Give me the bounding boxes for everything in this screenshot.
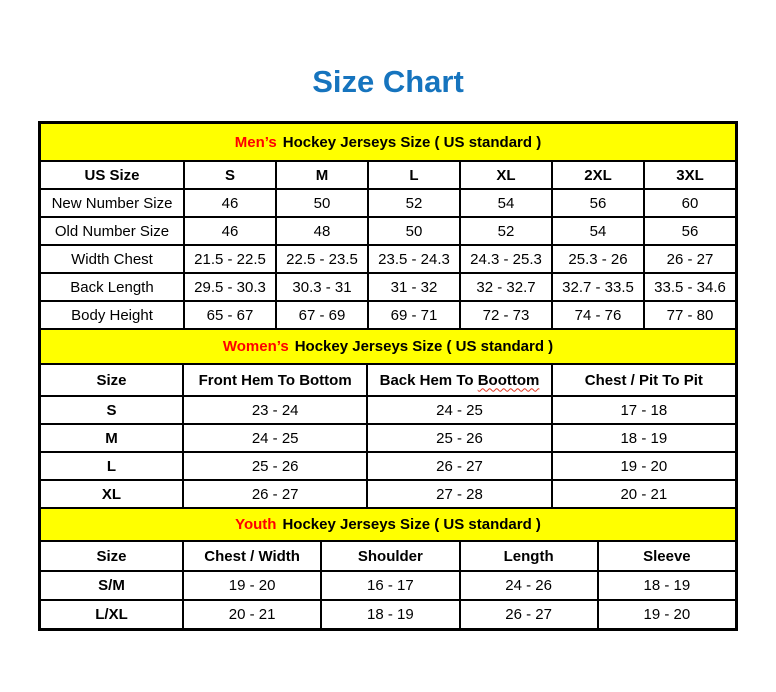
cell-value: 22.5 - 23.5 [276,245,368,273]
column-header: 3XL [644,161,736,189]
cell-value: 21.5 - 22.5 [184,245,276,273]
cell-value: 30.3 - 31 [276,273,368,301]
mens-section-title-text: Hockey Jerseys Size ( US standard ) [282,133,542,151]
cell-value: 18 - 19 [598,571,736,600]
cell-value: 25 - 26 [183,452,367,480]
cell-value: 29.5 - 30.3 [184,273,276,301]
column-header [367,364,551,396]
cell-value: 19 - 20 [183,571,321,600]
cell-value: 74 - 76 [552,301,644,329]
row-label: New Number Size [40,189,184,217]
youth-size-table [39,509,737,630]
size-chart-container [38,121,738,631]
row-label: L [40,452,183,480]
cell-value: 20 - 21 [183,600,321,629]
cell-value: 24 - 26 [460,571,598,600]
cell-value: 50 [276,189,368,217]
row-label: L/XL [40,600,183,629]
table-row [40,600,736,629]
cell-value: 20 - 21 [552,480,736,508]
cell-value: 24 - 25 [183,424,367,452]
column-header: Length [460,541,598,571]
column-header: 2XL [552,161,644,189]
cell-value: 24.3 - 25.3 [460,245,552,273]
cell-value: 48 [276,217,368,245]
cell-value: 26 - 27 [644,245,736,273]
row-label: Old Number Size [40,217,184,245]
cell-value: 52 [368,189,460,217]
table-row [40,245,736,273]
column-header: Sleeve [598,541,736,571]
cell-value: 17 - 18 [552,396,736,424]
cell-value: 46 [184,217,276,245]
youth-section-band-row [40,509,736,541]
cell-value: 26 - 27 [367,452,551,480]
womens-section-title-text: Hockey Jerseys Size ( US standard ) [294,338,554,355]
cell-value: 54 [460,189,552,217]
table-row [40,273,736,301]
cell-value: 26 - 27 [460,600,598,629]
cell-value: 54 [552,217,644,245]
column-header: M [276,161,368,189]
youth-section-header [40,509,736,541]
page-title: Size Chart [312,64,464,99]
row-label: Body Height [40,301,184,329]
mens-section-highlight: Men’s [234,133,277,151]
column-header: XL [460,161,552,189]
column-header-text: Back Hem To [379,371,478,389]
table-row [40,452,736,480]
cell-value: 60 [644,189,736,217]
womens-section-header [40,330,736,364]
womens-section-band-row [40,330,736,364]
table-row [40,480,736,508]
youth-column-header-row [40,541,736,571]
cell-value: 32.7 - 33.5 [552,273,644,301]
column-header: Size [40,541,183,571]
womens-size-table [39,330,737,509]
column-header: L [368,161,460,189]
mens-section-band-row [40,123,736,161]
mens-size-table [39,122,737,330]
cell-value: 19 - 20 [598,600,736,629]
cell-value: 77 - 80 [644,301,736,329]
cell-value: 50 [368,217,460,245]
cell-value: 33.5 - 34.6 [644,273,736,301]
row-label: XL [40,480,183,508]
cell-value: 56 [644,217,736,245]
cell-value: 25.3 - 26 [552,245,644,273]
row-label: M [40,424,183,452]
row-label: S [40,396,183,424]
cell-value: 24 - 25 [367,396,551,424]
cell-value: 25 - 26 [367,424,551,452]
table-row [40,301,736,329]
row-label: Width Chest [40,245,184,273]
column-header: S [184,161,276,189]
cell-value: 23 - 24 [183,396,367,424]
youth-section-title-text: Hockey Jerseys Size ( US standard ) [282,516,541,533]
misspelled-word: Boottom [477,371,540,389]
cell-value: 72 - 73 [460,301,552,329]
cell-value: 65 - 67 [184,301,276,329]
column-header: Front Hem To Bottom [183,364,367,396]
table-row [40,424,736,452]
column-header: Chest / Width [183,541,321,571]
table-row [40,217,736,245]
row-label: S/M [40,571,183,600]
row-label: Back Length [40,273,184,301]
mens-section-header [40,123,736,161]
column-header: Chest / Pit To Pit [552,364,736,396]
table-row [40,571,736,600]
column-header: US Size [40,161,184,189]
column-header: Shoulder [321,541,459,571]
womens-column-header-row [40,364,736,396]
cell-value: 69 - 71 [368,301,460,329]
cell-value: 18 - 19 [552,424,736,452]
cell-value: 67 - 69 [276,301,368,329]
table-row [40,189,736,217]
youth-section-highlight: Youth [235,516,277,533]
cell-value: 31 - 32 [368,273,460,301]
cell-value: 23.5 - 24.3 [368,245,460,273]
cell-value: 32 - 32.7 [460,273,552,301]
cell-value: 27 - 28 [367,480,551,508]
cell-value: 18 - 19 [321,600,459,629]
cell-value: 46 [184,189,276,217]
cell-value: 16 - 17 [321,571,459,600]
mens-column-header-row [40,161,736,189]
cell-value: 19 - 20 [552,452,736,480]
cell-value: 26 - 27 [183,480,367,508]
cell-value: 56 [552,189,644,217]
womens-section-highlight: Women’s [222,338,289,355]
cell-value: 52 [460,217,552,245]
table-row [40,396,736,424]
column-header: Size [40,364,183,396]
